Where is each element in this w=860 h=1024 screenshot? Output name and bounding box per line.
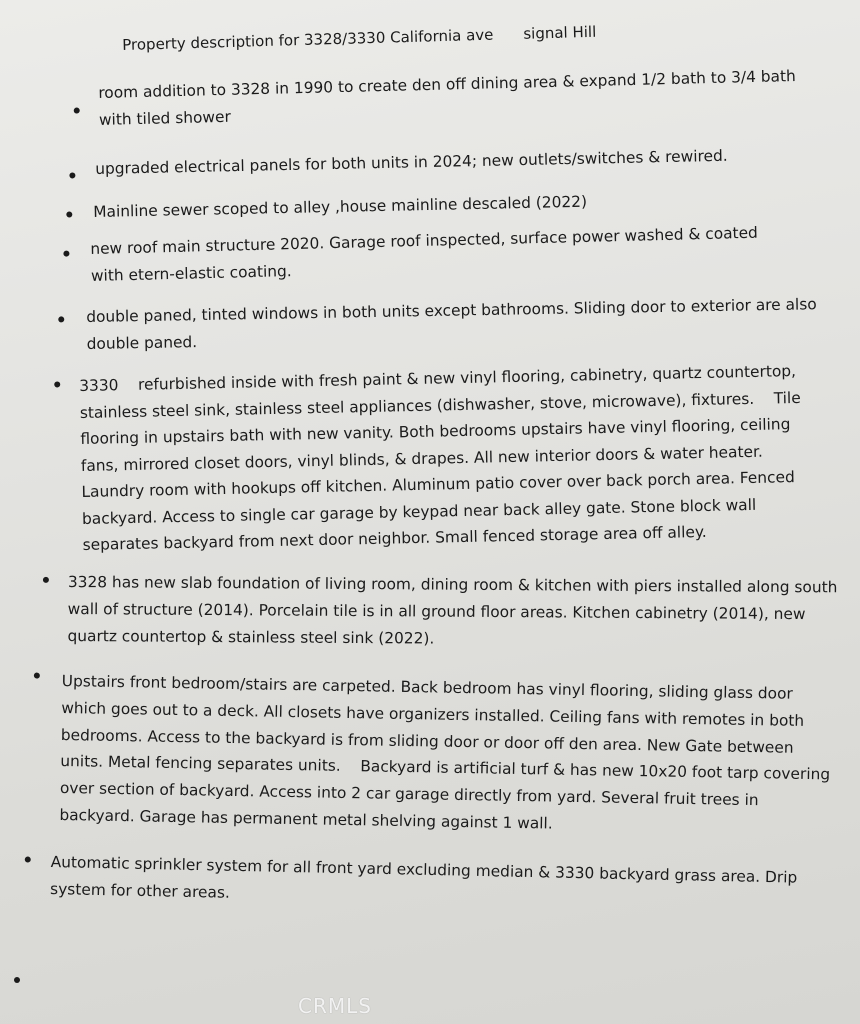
bullet-icon bbox=[14, 977, 20, 983]
list-item bbox=[86, 291, 823, 357]
list-item bbox=[90, 219, 791, 289]
title-text: Property description for 3328/3330 California ave bbox=[122, 25, 494, 54]
list-item-text: room addition to 3328 in 1990 to create den off dining area & expand 1/2 bath to 3/4 bath with tiled shower bbox=[98, 66, 801, 129]
list-item-text: upgraded electrical panels for both units in 2024; new outlets/switches & rewired. bbox=[95, 146, 728, 178]
list-item bbox=[98, 63, 813, 133]
bullet-icon bbox=[69, 172, 75, 178]
bullet-icon bbox=[34, 673, 40, 679]
crmls-watermark: CRMLS bbox=[298, 994, 372, 1018]
list-item bbox=[50, 849, 841, 919]
list-item bbox=[95, 141, 815, 183]
list-item-text: Automatic sprinkler system for all front yard excluding median & 3330 backyard grass area. Drip system for other areas. bbox=[49, 852, 803, 902]
list-item-text: double paned, tinted windows in both units except bathrooms. Sliding door to exterior are also double paned. bbox=[86, 295, 822, 353]
document-title bbox=[122, 23, 597, 54]
title-city: signal Hill bbox=[523, 22, 597, 43]
bullet-icon bbox=[43, 577, 49, 583]
list-item bbox=[93, 184, 813, 226]
list-item-text: new roof main structure 2020. Garage roof inspected, surface power washed & coated with etern-elastic coating. bbox=[90, 223, 763, 285]
bullet-icon bbox=[25, 856, 31, 862]
bullet-icon bbox=[54, 381, 60, 387]
list-item bbox=[67, 569, 843, 655]
list-item-text: 3328 has new slab foundation of living room, dining room & kitchen with piers installed along south wall of structure (2014). Porcelain tile is in all ground floor areas. Kitchen cabinetry (2014), new quartz countertop & stainless steel sink (2022). bbox=[67, 572, 843, 648]
bullet-icon bbox=[74, 107, 80, 113]
bullet-icon bbox=[58, 316, 64, 322]
list-item-text: 3330 refurbished inside with fresh paint & new vinyl flooring, cabinetry, quartz countertop, stainless steel sink, stainless steel appliances (dishwasher, stove, microwave), fixtures. Tile flooring in upstairs bath with new vanity. Both bedrooms upstairs have vinyl flooring, ceiling fans, mirrored closet doors, vinyl blinds, & drapes. All new interior doors & water heater. Laundry room with hookups off kitchen. Aluminum patio cover over back porch area. Fenced backyard. Access to single car garage by keypad near back alley gate. Stone block wall separates backyard from next door neighbor. Small fenced storage area off alley. bbox=[79, 361, 806, 554]
list-item-text: Mainline sewer scoped to alley ,house mainline descaled (2022) bbox=[93, 192, 588, 221]
bullet-icon bbox=[66, 211, 72, 217]
list-item bbox=[59, 668, 837, 842]
list-item-text: Upstairs front bedroom/stairs are carpeted. Back bedroom has vinyl flooring, sliding glass door which goes out to a deck. All closets have organizers installed. Ceiling fans with remotes in both bedrooms. Access to the backyard is from sliding door or door off den area. New Gate between units. Metal fencing separates units. Backyard is artificial turf & has new 10x20 foot tarp covering over section of backyard. Access into 2 car garage directly from yard. Several fruit trees in backyard. Garage has permanent metal shelving against 1 wall. bbox=[59, 671, 836, 833]
list-item bbox=[79, 357, 828, 558]
bullet-icon bbox=[63, 251, 69, 257]
